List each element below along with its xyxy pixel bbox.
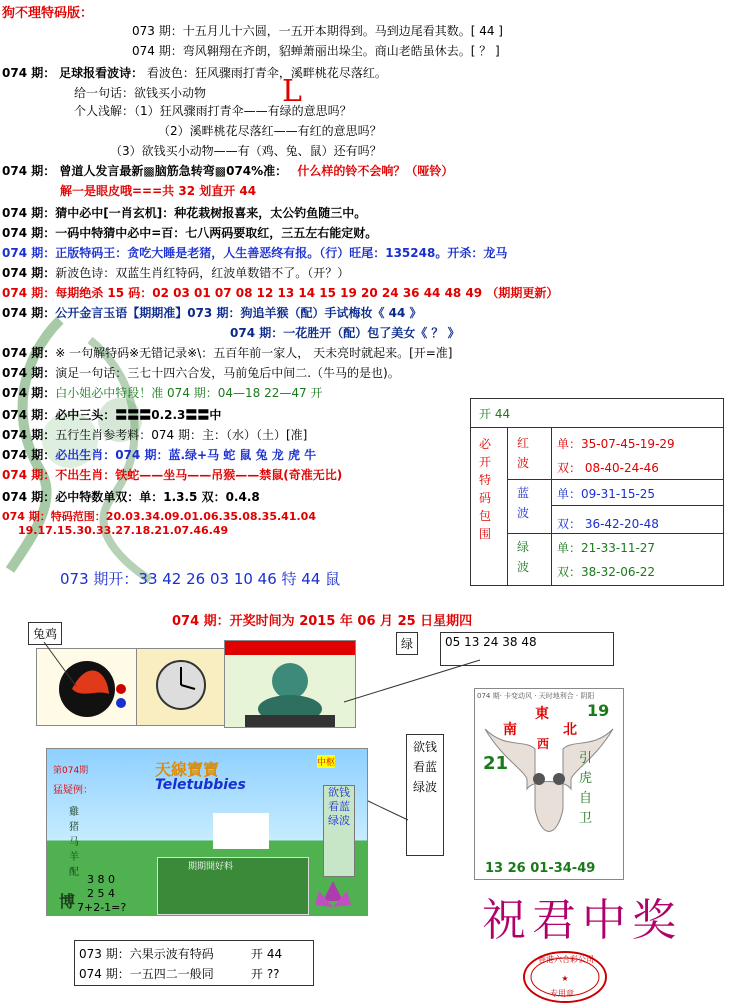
red-even: 双： 08-40-24-46: [557, 461, 659, 475]
line-kill-15: 074 期：每期绝杀 15 码：02 03 01 07 08 12 13 14 15 19 20 24 36 44 48 49 （期期更新）: [2, 286, 559, 300]
panel-left-title: 必 开 特 码 包 围: [479, 437, 492, 541]
green-even: 双：38-32-06-22: [557, 565, 656, 579]
teletubbies-tag: 中枢: [317, 755, 335, 768]
line-guess-zodiac: 074 期：猜中必中[一肖玄机]：种花栽树报喜来，太公钓鱼随三中。: [2, 206, 367, 220]
bottom-line-2-value: 开 ??: [251, 967, 280, 981]
line-five-elements: 074 期：五行生肖参考料：074 期：主：（水）（土）[准]: [2, 428, 308, 442]
skull-header: 074 期· 卡变动风 · 天时地利合 · 阴阳: [477, 692, 595, 700]
callout-arrow-vertical: [362, 760, 412, 830]
poem-line-1: 073 期：十五月儿十六圆，一五开本期得到。马到边尾看其数。[ 44 ]: [132, 24, 503, 38]
blue-even: 双： 36-42-20-48: [557, 517, 659, 531]
teletubbies-list-header: 期期開好料: [188, 862, 234, 872]
callout-numbers: 05 13 24 38 48: [440, 632, 614, 666]
riddle-answer: 解一是眼皮哦===共 32 划直开 44: [60, 184, 257, 198]
skull-num-19: 19: [587, 701, 610, 720]
open-time: 074 期：开奖时间为 2015 年 06 月 25 日星期四: [172, 614, 473, 629]
wave-poem-title: 足球报看波诗：: [59, 66, 144, 80]
hint-line-1: 给一句话：欲钱买小动物: [74, 86, 207, 100]
red-wave-label: 红 波: [517, 436, 530, 470]
teletubbies-period: 第074期: [53, 766, 89, 776]
hint-line-4: （3）欲钱买小动物——有（鸡、兔、鼠）还有吗？: [110, 144, 382, 158]
callout-vertical: 欲钱看蓝绿波: [406, 734, 444, 856]
bottom-line-2-label: 074 期：一五四二一般同: [79, 967, 214, 981]
stamp-text: 香港六合彩公司: [538, 955, 594, 964]
skull-num-21: 21: [483, 753, 509, 774]
lotus-icon: [313, 877, 353, 913]
teletubbies-sidebar: 欲钱看蓝绿波: [323, 785, 355, 877]
line-three-heads: 074 期：必中三头：〓〓〓0.2.3〓〓中: [2, 408, 222, 422]
line-code-range-2: 19.17.15.30.33.27.18.21.07.46.49: [18, 524, 229, 537]
blessing-text: 祝君中奖: [482, 895, 682, 946]
green-wave-label: 绿 波: [517, 540, 530, 574]
teletubbies-title: 天線寶寶: [155, 760, 220, 779]
whitebox: [213, 813, 269, 849]
hint-mark: L: [282, 74, 302, 109]
line-miss-white: 074 期：白小姐必中特段！准 074 期：04—18 22—47 开: [2, 386, 323, 400]
math-line-1: 3 8 0: [87, 873, 115, 886]
line-new-wave: 074 期：新波色诗：双蓝生肖红特码，红波单数错不了。（开？）: [2, 266, 350, 280]
riddle-text: 曾道人发言最新▩脑筋急转弯▩074%准：: [59, 164, 288, 178]
math-line-2: 2 5 4: [87, 887, 115, 900]
callout-rabbit-chicken: 兔鸡: [28, 622, 62, 645]
clock-icon: [137, 649, 225, 725]
line-golden-words: 074 期：公开金言玉语【期期准】073 期：狗追羊猴（配）手试梅妆《 44 》: [2, 306, 422, 320]
code-panel: [470, 398, 724, 586]
company-stamp: [522, 950, 608, 1004]
bottom-line-1-label: 073 期：六果示波有特码: [79, 947, 214, 961]
hint-line-2: 个人浅解：（1）狂风骤雨打青伞——有绿的意思吗？: [74, 104, 352, 118]
bottom-line-1-value: 开 44: [251, 947, 283, 961]
dir-south: 南: [503, 722, 517, 738]
dir-west: 西: [537, 737, 550, 751]
line-code-range: 074 期：特码范围：20.03.34.09.01.06.35.08.35.41.04: [2, 510, 316, 523]
hint-line-3: （2）溪畔桃花尽落红——有红的意思吗？: [158, 124, 382, 138]
buddha-icon: [225, 641, 355, 727]
bottom-box: [74, 940, 314, 986]
panel-kai: 开 44: [479, 407, 511, 421]
riddle: [2, 162, 453, 179]
red-odd: 单：35-07-45-19-29: [557, 437, 675, 451]
period-label: 074 期：: [2, 66, 56, 80]
wave-poem-text: 看波色：狂风骤雨打青伞，溪畔桃花尽落红。: [146, 66, 387, 80]
blue-wave-label: 蓝 波: [517, 486, 530, 520]
callout-green: 绿: [396, 632, 418, 655]
dir-north: 北: [563, 722, 577, 738]
bo-character: 博: [59, 892, 76, 911]
line-act-sentence: 074 期：演足一句话：三七十四六合发，马前兔后中间二.（牛马的是也)。: [2, 366, 400, 380]
callout-arrow-numbers: [340, 658, 490, 708]
line-odd-even: 074 期：必中特数单双：单：1.3.5 双：0.4.8: [2, 490, 260, 504]
teletubbies-list: [157, 857, 309, 915]
callout-arrow-rabbit: [40, 640, 80, 690]
teletubbies-left-words: 雞 猪 马 羊 配: [69, 807, 79, 878]
blue-odd: 单：09-31-15-25: [557, 487, 656, 501]
draw-result: 073 期开：33 42 26 03 10 46 特 44 鼠: [60, 570, 341, 588]
line-must-zodiac: 074 期：必出生肖：074 期：蓝.绿+马 蛇 鼠 兔 龙 虎 牛: [2, 448, 317, 462]
wave-poem: [2, 64, 387, 81]
dir-east: 東: [535, 706, 549, 722]
skull-icon: [475, 709, 623, 849]
teletubbies-image: [46, 748, 368, 916]
green-odd: 单：21-33-11-27: [557, 541, 656, 555]
teletubbies-left-label: 猛疑例：: [53, 785, 93, 796]
buddha-image: [224, 640, 356, 728]
math-line-3: 7+2-1=?: [77, 901, 127, 914]
clock-image: [136, 648, 226, 726]
teletubbies-logo: Teletubbies: [155, 777, 246, 793]
stamp-sub: 专用章: [550, 989, 574, 998]
skull-side-text: 引虎自卫: [579, 751, 593, 826]
line-golden-words-2: 074 期：一花胜开（配）包了美女《 ？ 》: [230, 326, 460, 340]
skull-image: [474, 688, 624, 880]
page-title: 狗不理特码版：: [2, 6, 94, 21]
period-label: 074 期：: [2, 164, 56, 178]
line-one-sentence: 074 期：※ 一句解特码※无错记录※\：五百年前一家人， 天未亮时就起来。[开=准]: [2, 346, 453, 360]
svg-text:★: ★: [561, 974, 569, 983]
line-one-code: 074 期：一码中特猜中必中=百：七八两码要取红，三五左右能定财。: [2, 226, 378, 240]
poem-line-2: 074 期：弯风翱翔在齐朗，貂蝉萧丽出垛尘。商山老皓虽休去。[ ？ ]: [132, 44, 500, 58]
skull-bottom-nums: 13 26 01-34-49: [485, 861, 596, 876]
line-not-zodiac: 074 期：不出生肖：铁蛇——坐马——吊猴——禁鼠(奇准无比): [2, 468, 343, 482]
riddle-question: 什么样的铃不会响？（哑铃）: [297, 164, 454, 178]
line-king-code: 074 期：正版特码王：贪吃大睡是老猪，人生善恶终有报。（行）旺尾：135248。开杀：龙马: [2, 246, 508, 260]
